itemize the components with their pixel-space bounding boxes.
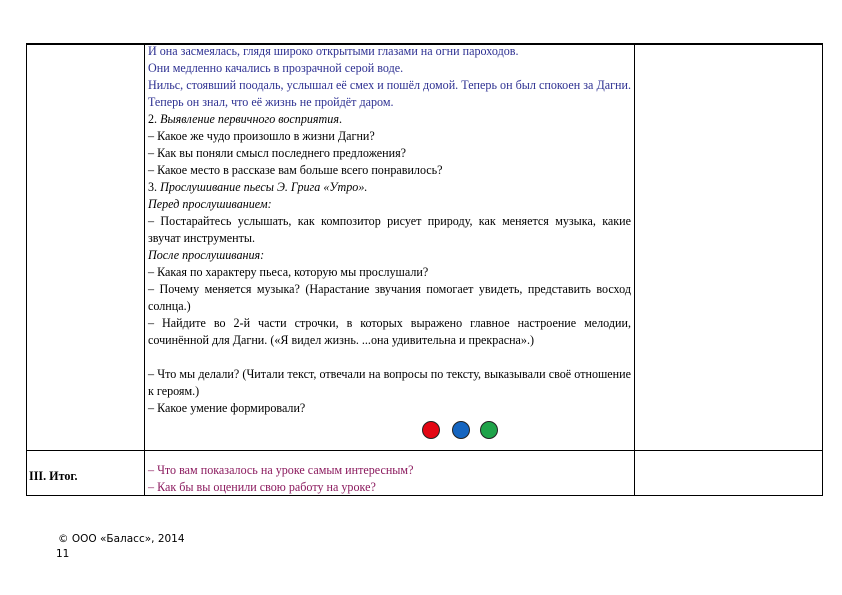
line-text: После прослушивания:	[148, 248, 265, 262]
step-number: 3.	[148, 180, 161, 194]
copyright-text: © ООО «Баласс», 2014	[58, 533, 185, 545]
summary-questions	[148, 462, 631, 496]
line-text: – Что мы делали? (Читали текст, отвечали на вопросы по тексту, выказывали своё отношение к героям.)	[148, 367, 631, 398]
blank-line	[148, 349, 631, 366]
line-text: Они медленно качались в прозрачной серой воде.	[148, 61, 404, 75]
table-row-lesson-body	[26, 43, 823, 450]
section-label: III. Итог.	[29, 469, 78, 483]
line-text: – Почему меняется музыка? (Нарастание звучания помогает увидеть, представить восход солнца.)	[148, 282, 631, 313]
blue-dot	[452, 421, 470, 439]
page-footer	[58, 532, 185, 562]
page-number: 11	[56, 548, 70, 560]
line-text: Выявление первичного восприятия	[160, 112, 339, 126]
line-text: – Найдите во 2-й части строчки, в которых выражено главное настроение мелодии, сочинённой для Дагни. («Я видел жизнь. ...она удивительна и прекрасна».)	[148, 316, 631, 347]
line-text: Прослушивание пьесы Э. Грига «Утро».	[160, 180, 368, 194]
green-dot	[480, 421, 498, 439]
lesson-line	[148, 179, 631, 196]
lesson-line	[148, 145, 631, 162]
lesson-line	[148, 162, 631, 179]
line-text: – Какое же чудо произошло в жизни Дагни?	[148, 129, 375, 143]
lesson-line	[148, 400, 631, 417]
lesson-line	[148, 128, 631, 145]
line-text: – Как вы поняли смысл последнего предложения?	[148, 146, 407, 160]
lesson-line	[148, 213, 631, 247]
lesson-line	[148, 247, 631, 264]
lesson-body-text	[148, 43, 631, 417]
lesson-line	[148, 366, 631, 400]
table-row-summary	[26, 450, 823, 495]
lesson-line	[148, 315, 631, 349]
lesson-line	[148, 264, 631, 281]
line-text: – Какое умение формировали?	[148, 401, 306, 415]
lesson-line	[148, 60, 631, 77]
lesson-line	[148, 281, 631, 315]
lesson-line	[148, 77, 631, 111]
line-text: Нильс, стоявший поодаль, услышал её смех и пошёл домой. Теперь он был спокоен за Дагни. Теперь он знал, что её жизнь не пройдёт даром.	[148, 78, 631, 109]
line-text: – Какая по характеру пьеса, которую мы прослушали?	[148, 265, 429, 279]
lesson-line	[148, 196, 631, 213]
step-number: 2.	[148, 112, 161, 126]
summary-question: – Что вам показалось на уроке самым интересным?	[148, 463, 414, 477]
line-text: – Какое место в рассказе вам больше всего понравилось?	[148, 163, 443, 177]
line-suffix: .	[338, 112, 342, 126]
red-dot	[422, 421, 440, 439]
line-text: Перед прослушиванием:	[148, 197, 272, 211]
lesson-line	[148, 111, 631, 128]
line-text: – Постарайтесь услышать, как композитор рисует природу, как меняется музыка, какие звучат инструменты.	[148, 214, 631, 245]
lesson-line	[148, 43, 631, 60]
summary-question: – Как бы вы оценили свою работу на уроке?	[148, 480, 376, 494]
line-text: И она засмеялась, глядя широко открытыми глазами на огни пароходов.	[148, 44, 519, 58]
